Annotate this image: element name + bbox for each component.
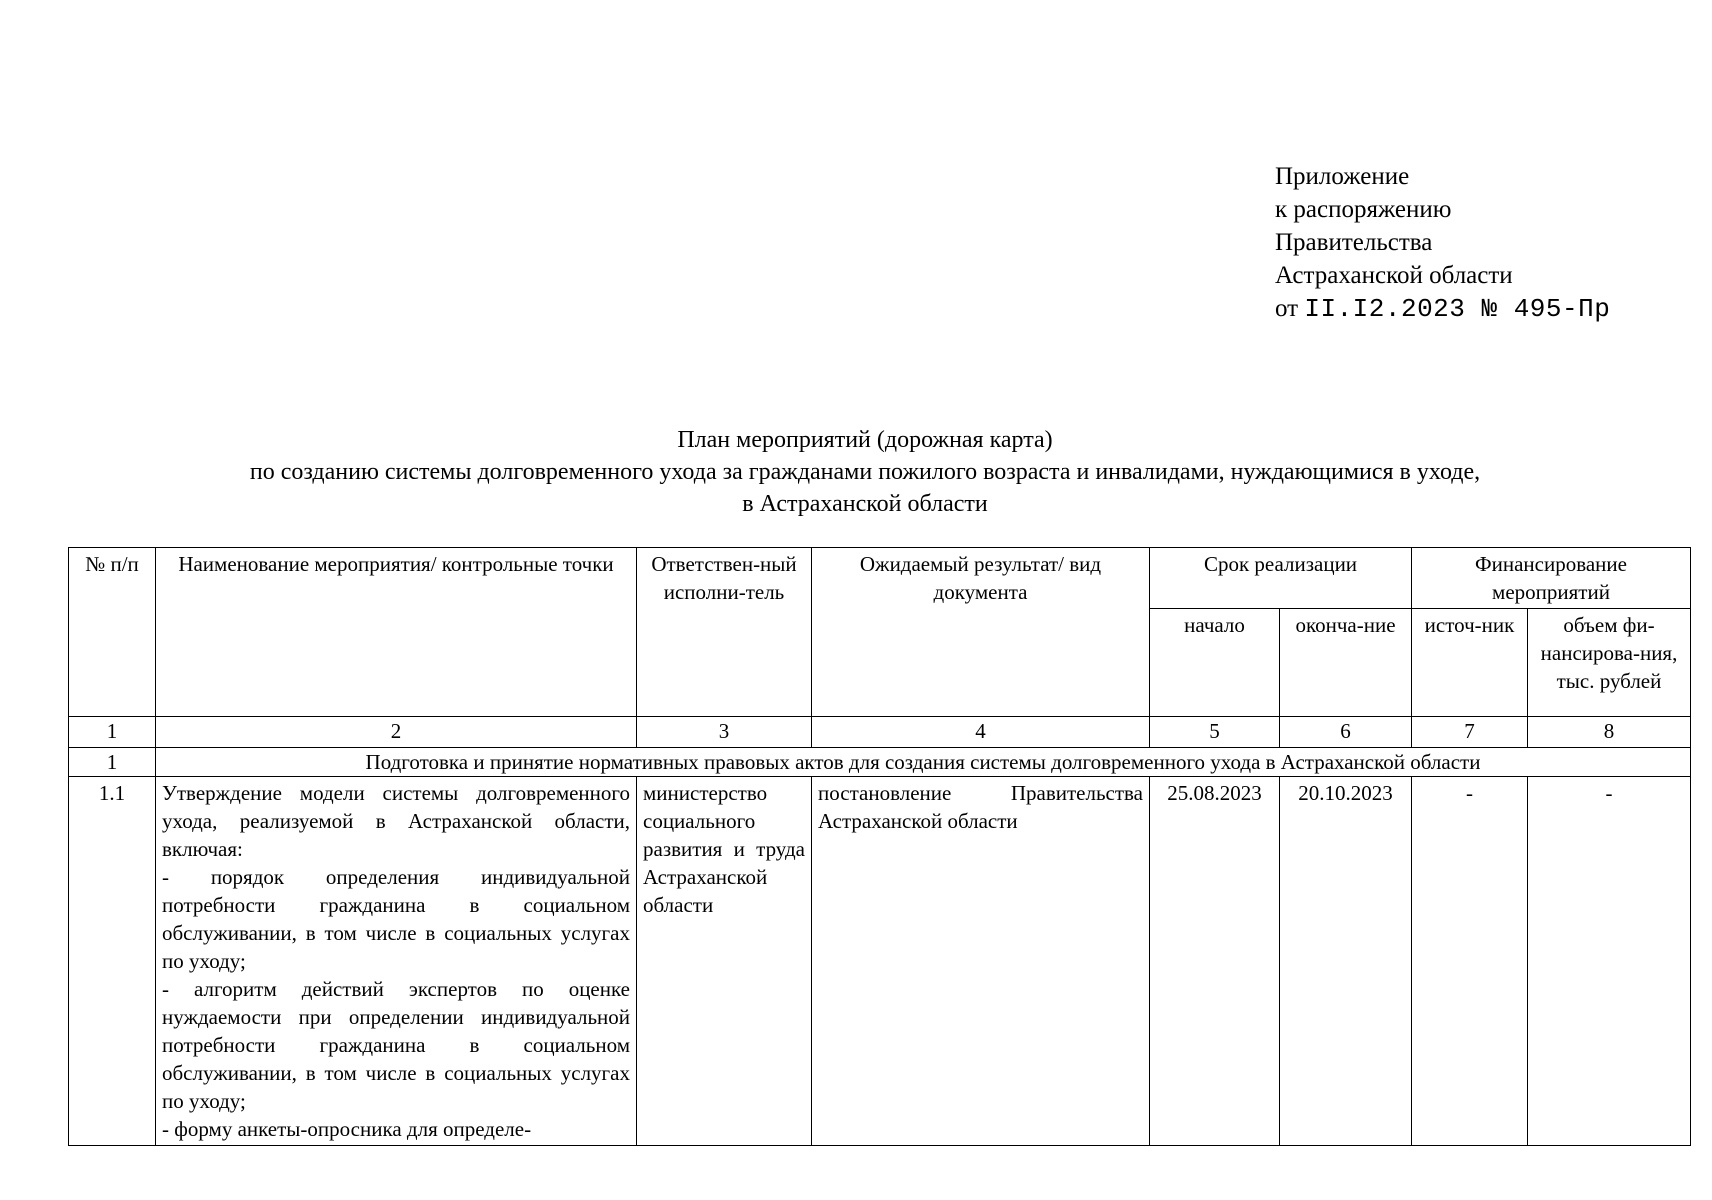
- header-name: Наименование мероприятия/ контрольные точки: [156, 548, 637, 717]
- header-end: оконча-ние: [1280, 609, 1412, 717]
- appendix-block: [1275, 160, 1610, 326]
- appendix-line: к распоряжению: [1275, 196, 1452, 223]
- column-number: 4: [812, 717, 1150, 748]
- header-start: начало: [1150, 609, 1280, 717]
- row-executor: министерство социального развития и труда Астраханской области: [637, 777, 812, 1146]
- appendix-date-prefix: от: [1275, 295, 1299, 322]
- row-name-line: - алгоритм действий экспертов по оценке нуждаемости при определении индивидуальной потребности гражданина в социальном обслуживании, в том числе в социальных услугах по уходу;: [162, 977, 630, 1113]
- table-header-row: [69, 548, 1691, 609]
- column-numbers-row: [69, 717, 1691, 748]
- row-start-date: 25.08.2023: [1150, 777, 1280, 1146]
- row-name-line: Утверждение модели системы долговременного ухода, реализуемой в Астраханской области, включая:: [162, 781, 630, 861]
- row-end-date: 20.10.2023: [1280, 777, 1412, 1146]
- section-title: Подготовка и принятие нормативных правовых актов для создания системы долговременного ухода в Астраханской области: [156, 748, 1691, 777]
- column-number: 2: [156, 717, 637, 748]
- row-name-line: - порядок определения индивидуальной потребности гражданина в социальном обслуживании, в том числе в социальных услугах по уходу;: [162, 865, 630, 973]
- row-name-line: - форму анкеты-опросника для определе-: [162, 1117, 532, 1141]
- header-period: Срок реализации: [1150, 548, 1412, 609]
- table-row: [69, 777, 1691, 1146]
- header-num: № п/п: [69, 548, 156, 717]
- title-line-2: по созданию системы долговременного ухода за гражданами пожилого возраста и инвалидами, нуждающимися в уходе,: [249, 459, 1481, 485]
- column-number: 3: [637, 717, 812, 748]
- document-title: [60, 424, 1670, 520]
- title-line-1: План мероприятий (дорожная карта): [677, 427, 1053, 453]
- column-number: 7: [1412, 717, 1528, 748]
- header-financing: Финансирование мероприятий: [1412, 548, 1691, 609]
- appendix-date-number: II.I2.2023 № 495-Пр: [1304, 294, 1611, 324]
- section-number: 1: [69, 748, 156, 777]
- header-volume: объем фи-нансирова-ния, тыс. рублей: [1528, 609, 1691, 717]
- row-result: постановление Правительства Астраханской области: [812, 777, 1150, 1146]
- header-result: Ожидаемый результат/ вид документа: [812, 548, 1150, 717]
- header-source: источ-ник: [1412, 609, 1528, 717]
- column-number: 1: [69, 717, 156, 748]
- title-line-3: в Астраханской области: [742, 491, 988, 517]
- appendix-line: Астраханской области: [1275, 262, 1513, 289]
- header-executor: Ответствен-ный исполни-тель: [637, 548, 812, 717]
- column-number: 8: [1528, 717, 1691, 748]
- column-number: 5: [1150, 717, 1280, 748]
- section-row: [69, 748, 1691, 777]
- roadmap-table: [68, 547, 1691, 1146]
- appendix-line: Приложение: [1275, 163, 1410, 190]
- row-number: 1.1: [69, 777, 156, 1146]
- appendix-date-line: [1275, 292, 1610, 326]
- row-name: [156, 777, 637, 1146]
- row-volume: -: [1528, 777, 1691, 1146]
- appendix-line: Правительства: [1275, 229, 1433, 256]
- row-source: -: [1412, 777, 1528, 1146]
- column-number: 6: [1280, 717, 1412, 748]
